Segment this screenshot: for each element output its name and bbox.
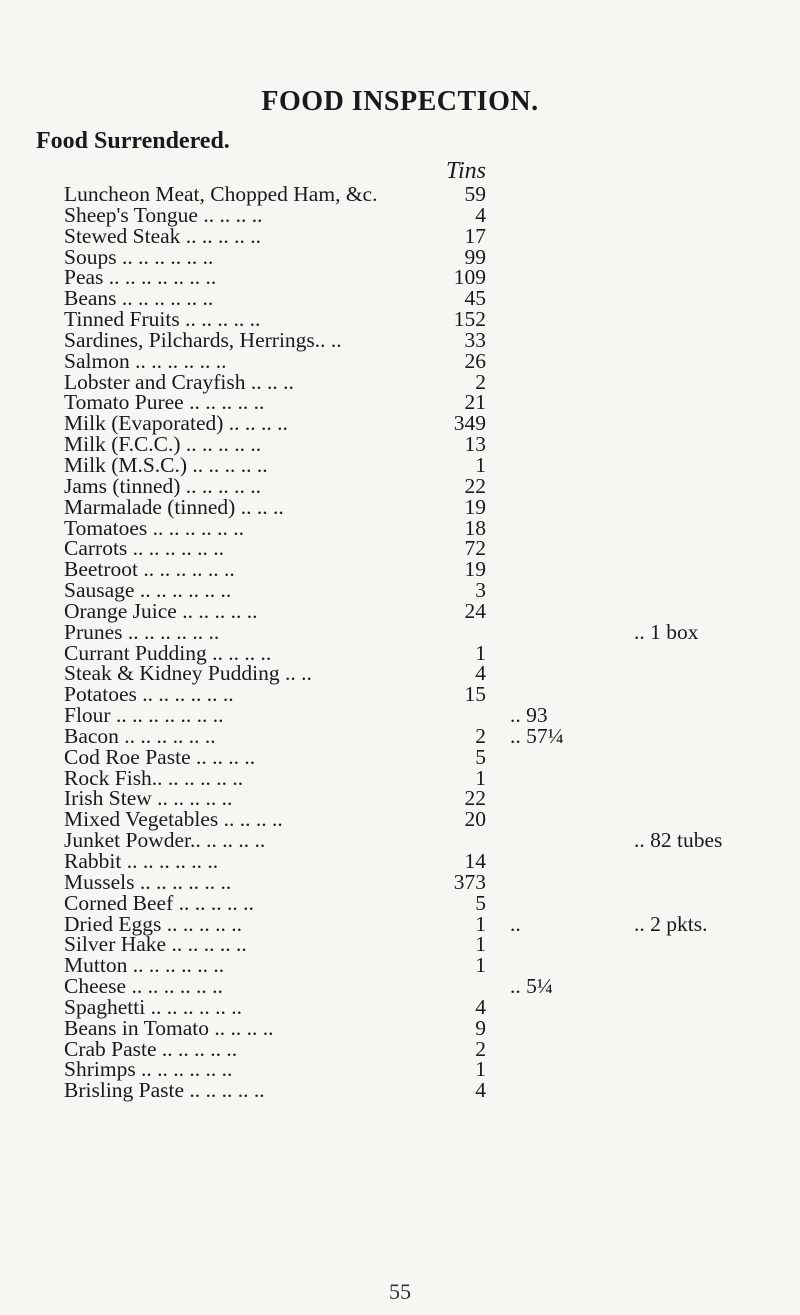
- item-label: Luncheon Meat, Chopped Ham, &c.: [64, 182, 378, 206]
- item-label: Cod Roe Paste .. .. .. ..: [64, 744, 256, 769]
- item-label: Shrimps .. .. .. .. .. ..: [64, 1057, 233, 1082]
- item-tins: 373: [453, 869, 486, 894]
- item-label: Crab Paste .. .. .. .. ..: [64, 1036, 238, 1061]
- list-item: [0, 434, 800, 455]
- item-label: Silver Hake .. .. .. .. ..: [64, 932, 247, 957]
- item-label: Prunes .. .. .. .. .. ..: [64, 619, 220, 644]
- item-tins: 99: [464, 244, 486, 269]
- item-label: Mussels .. .. .. .. .. ..: [64, 869, 232, 894]
- list-item: [0, 809, 800, 830]
- list-item: [0, 955, 800, 976]
- item-tins: 14: [464, 849, 486, 873]
- list-item: [0, 327, 800, 352]
- item-tins: 2: [475, 369, 486, 394]
- item-label: Orange Juice .. .. .. .. ..: [64, 598, 258, 623]
- item-label: Rock Fish.. .. .. .. .. ..: [64, 765, 244, 790]
- item-tins: 19: [464, 557, 486, 582]
- list-item: [0, 494, 800, 519]
- list-item: [0, 184, 800, 205]
- list-item: [0, 705, 800, 726]
- item-label: Salmon .. .. .. .. .. ..: [64, 348, 227, 373]
- page-number: 55: [389, 1279, 411, 1304]
- list-item: [0, 1036, 800, 1061]
- item-label: Bacon .. .. .. .. .. ..: [64, 723, 216, 748]
- item-tins: 19: [464, 494, 486, 519]
- item-tins: 1: [475, 953, 486, 978]
- list-item: [0, 452, 800, 477]
- page-title: FOOD INSPECTION.: [261, 86, 539, 117]
- item-label: Irish Stew .. .. .. .. ..: [64, 786, 233, 811]
- item-tins: 3: [475, 578, 486, 603]
- list-item: [0, 640, 800, 665]
- tins-column-header: Tins: [445, 158, 486, 184]
- item-tins: 20: [464, 807, 486, 832]
- list-item: [0, 580, 800, 601]
- item-tins: 15: [464, 682, 486, 707]
- list-item: [0, 788, 800, 809]
- item-label: Junket Powder.. .. .. .. ..: [64, 828, 266, 853]
- list-item: [0, 288, 800, 309]
- item-label: Rabbit .. .. .. .. .. ..: [64, 849, 219, 873]
- list-item: [0, 413, 800, 434]
- item-label: Peas .. .. .. .. .. .. ..: [64, 265, 217, 290]
- item-tins: 1: [475, 765, 486, 790]
- item-tins: 349: [453, 411, 486, 436]
- item-label: Milk (F.C.C.) .. .. .. .. ..: [64, 432, 262, 457]
- item-tins: 9: [475, 1015, 486, 1040]
- list-item: [0, 830, 800, 851]
- item-tins: 72: [464, 536, 486, 561]
- item-label: Beans .. .. .. .. .. ..: [64, 286, 214, 311]
- list-item: [0, 244, 800, 269]
- list-item: [0, 619, 800, 644]
- item-label: Stewed Steak .. .. .. .. ..: [64, 223, 262, 248]
- list-item: [0, 1080, 800, 1101]
- list-item: [0, 934, 800, 955]
- item-label: Beetroot .. .. .. .. .. ..: [64, 557, 235, 582]
- item-label: Jams (tinned) .. .. .. .. ..: [64, 473, 262, 498]
- list-item: [0, 911, 800, 936]
- item-tins: 1: [475, 640, 486, 665]
- item-label: Sheep's Tongue .. .. .. ..: [64, 202, 263, 227]
- item-label: Potatoes .. .. .. .. .. ..: [64, 682, 234, 707]
- list-item: [0, 744, 800, 769]
- section-title: Food Surrendered.: [36, 128, 230, 154]
- item-label: Milk (M.S.C.) .. .. .. .. ..: [64, 452, 268, 477]
- list-item: [0, 392, 800, 413]
- item-label: Corned Beef .. .. .. .. ..: [64, 890, 254, 915]
- list-item: [0, 890, 800, 915]
- list-item: [0, 538, 800, 559]
- list-item: [0, 473, 800, 498]
- list-item: [0, 976, 800, 997]
- item-label: Currant Pudding .. .. .. ..: [64, 640, 272, 665]
- item-label: Steak & Kidney Pudding .. ..: [64, 661, 312, 686]
- item-label: Spaghetti .. .. .. .. .. ..: [64, 994, 242, 1019]
- item-tins: 4: [475, 994, 486, 1019]
- item-tins: 1: [475, 911, 486, 936]
- item-label: Flour .. .. .. .. .. .. ..: [64, 703, 224, 728]
- item-label: Soups .. .. .. .. .. ..: [64, 244, 214, 269]
- list-item: [0, 202, 800, 227]
- item-tins: 21: [464, 390, 486, 415]
- list-item: [0, 765, 800, 790]
- list-item: [0, 1015, 800, 1040]
- item-extra-a: .. 5¼: [510, 974, 553, 999]
- item-tins: 1: [475, 452, 486, 477]
- item-tins: 1: [475, 1057, 486, 1082]
- list-item: [0, 515, 800, 540]
- item-tins: 26: [464, 348, 486, 373]
- food-surrendered-list: [0, 184, 800, 1101]
- item-label: Sausage .. .. .. .. .. ..: [64, 578, 232, 603]
- list-item: [0, 1059, 800, 1080]
- list-item: [0, 994, 800, 1019]
- item-tins: 4: [475, 202, 486, 227]
- item-tins: 33: [464, 327, 486, 352]
- item-extra-a: ..: [510, 911, 521, 936]
- item-extra-b: .. 2 pkts.: [634, 911, 708, 936]
- item-tins: 59: [464, 182, 486, 206]
- item-tins: 13: [464, 432, 486, 457]
- item-label: Milk (Evaporated) .. .. .. ..: [64, 411, 288, 436]
- item-label: Cheese .. .. .. .. .. ..: [64, 974, 223, 999]
- list-item: [0, 869, 800, 894]
- item-tins: 152: [453, 307, 486, 332]
- list-item: [0, 851, 800, 872]
- item-tins: 22: [464, 473, 486, 498]
- item-label: Tinned Fruits .. .. .. .. ..: [64, 307, 261, 332]
- list-item: [0, 369, 800, 394]
- list-item: [0, 559, 800, 580]
- item-label: Carrots .. .. .. .. .. ..: [64, 536, 225, 561]
- item-label: Tomato Puree .. .. .. .. ..: [64, 390, 265, 415]
- item-extra-b: .. 1 box: [634, 619, 699, 644]
- list-item: [0, 598, 800, 623]
- item-label: Lobster and Crayfish .. .. ..: [64, 369, 294, 394]
- item-tins: 18: [464, 515, 486, 540]
- item-tins: 2: [475, 723, 486, 748]
- item-extra-a: .. 57¼: [510, 723, 564, 748]
- list-item: [0, 684, 800, 705]
- item-label: Sardines, Pilchards, Herrings.. ..: [64, 327, 342, 352]
- item-tins: 24: [464, 598, 486, 623]
- list-item: [0, 223, 800, 248]
- item-tins: 5: [475, 744, 486, 769]
- item-label: Tomatoes .. .. .. .. .. ..: [64, 515, 245, 540]
- item-label: Brisling Paste .. .. .. .. ..: [64, 1078, 265, 1103]
- item-tins: 4: [475, 661, 486, 686]
- item-tins: 4: [475, 1078, 486, 1103]
- list-item: [0, 663, 800, 684]
- item-tins: 109: [453, 265, 486, 290]
- item-tins: 1: [475, 932, 486, 957]
- item-extra-a: .. 93: [510, 703, 548, 728]
- item-label: Mixed Vegetables .. .. .. ..: [64, 807, 283, 832]
- list-item: [0, 348, 800, 373]
- item-tins: 17: [464, 223, 486, 248]
- item-tins: 45: [464, 286, 486, 311]
- item-extra-b: .. 82 tubes: [634, 828, 723, 853]
- list-item: [0, 267, 800, 288]
- item-label: Marmalade (tinned) .. .. ..: [64, 494, 284, 519]
- list-item: [0, 309, 800, 330]
- item-tins: 5: [475, 890, 486, 915]
- item-label: Beans in Tomato .. .. .. ..: [64, 1015, 274, 1040]
- item-label: Dried Eggs .. .. .. .. ..: [64, 911, 242, 936]
- item-tins: 2: [475, 1036, 486, 1061]
- item-label: Mutton .. .. .. .. .. ..: [64, 953, 225, 978]
- list-item: [0, 723, 800, 748]
- item-tins: 22: [464, 786, 486, 811]
